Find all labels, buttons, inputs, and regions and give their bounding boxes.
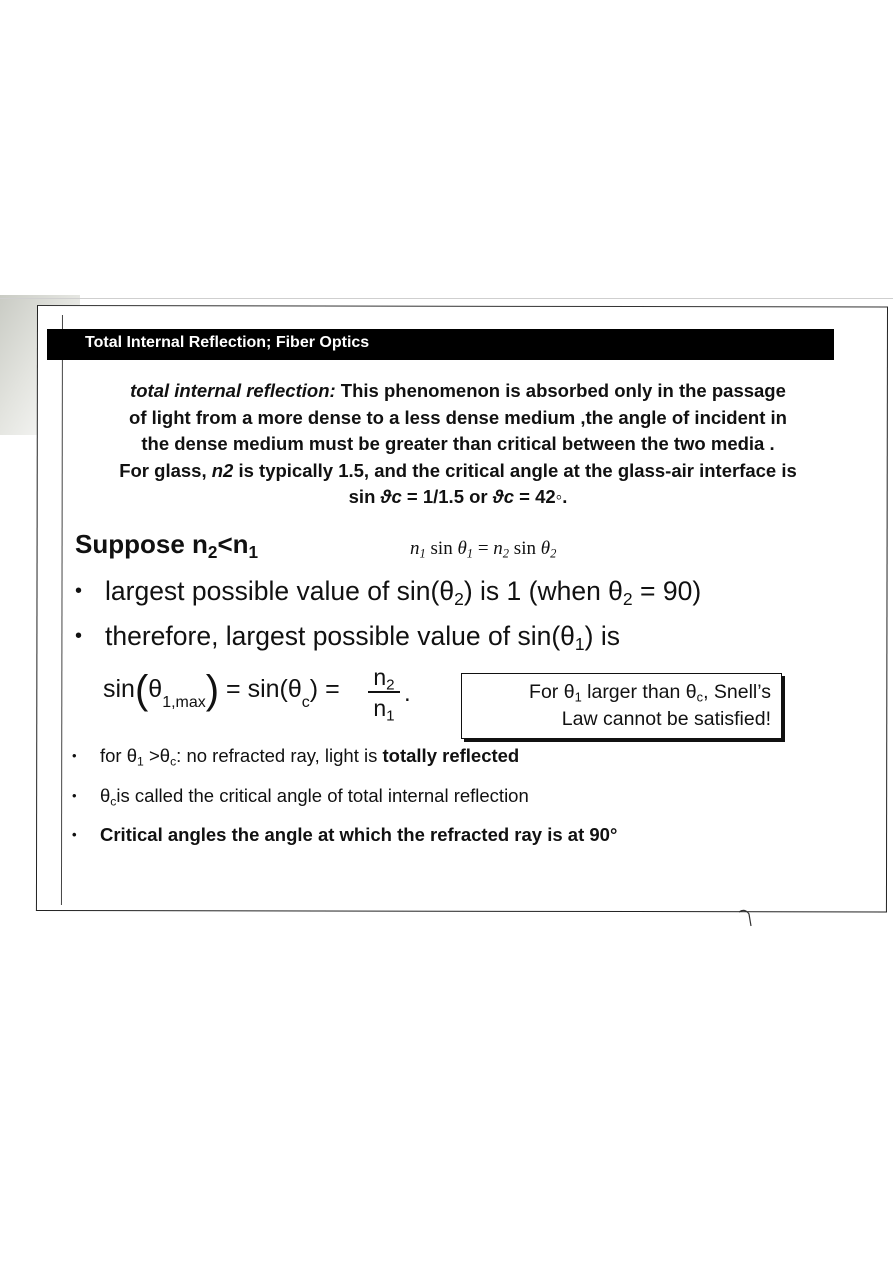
bullet-text: ) is (584, 621, 620, 651)
eq-period: . (404, 680, 411, 707)
bullet-sub: c (170, 754, 177, 769)
bullet-text: : no refracted ray, light is (176, 745, 383, 766)
eq-sub-max: 1,max (162, 694, 206, 711)
bullet-critical-angle-90 (72, 824, 617, 846)
bullet-text: largest possible value of sin(θ (105, 576, 455, 606)
snell-n1: n (410, 538, 420, 559)
snell-theta-1-sub: 1 (466, 546, 474, 561)
bullet-text: >θ (143, 745, 171, 766)
intro-line-5-b: = 1/1.5 or (401, 486, 493, 507)
eq-rparen: ) (205, 668, 220, 712)
snell-sin-1: sin (425, 538, 458, 559)
eq-den-n: n (373, 694, 387, 721)
eq-num-n: n (373, 664, 387, 690)
eq-theta: θ (148, 675, 163, 703)
intro-line-4-b: is typically 1.5, and the critical angle at the glass-air interface is (233, 459, 797, 481)
critical-angle-equation (103, 668, 340, 713)
suppose-lt: <n (217, 529, 249, 559)
snell-law-equation (410, 538, 556, 560)
snell-note-box (461, 673, 782, 739)
intro-line-2: of light from a more dense to a less dense medium ,the angle of incident in (129, 406, 787, 428)
slide-title: Total Internal Reflection; Fiber Optics (47, 329, 834, 360)
bullet-sub: c (110, 794, 117, 809)
snell-n2: n (493, 538, 503, 559)
bullet-strong-text: totally reflected (382, 745, 520, 766)
bullet-text: θ (100, 785, 111, 806)
eq-num-sub: 2 (386, 676, 395, 694)
paper-curl-mark (737, 908, 753, 930)
intro-line-3: the dense medium must be greater than critical between the two media . (141, 433, 775, 454)
snell-theta-2: θ (540, 538, 551, 559)
bullet-totally-reflected (72, 745, 519, 767)
intro-line-4 (88, 458, 828, 485)
eq-den-sub: 1 (386, 706, 395, 724)
note-text: For θ (529, 681, 575, 703)
intro-theta-c-2: ϑc (492, 486, 514, 507)
bullet-sub: 2 (454, 588, 464, 609)
eq-sin: sin (103, 675, 135, 703)
bullet-text: = 90) (632, 576, 702, 606)
eq-sub-c: c (301, 694, 310, 711)
bullet-text: Critical angles the angle at which the refracted ray is at 90° (100, 824, 618, 845)
intro-line-5-a: sin (348, 486, 381, 507)
snell-n1-sub: 1 (419, 546, 426, 561)
bullet-dot: • (72, 788, 77, 803)
eq-lparen: ( (134, 668, 149, 712)
snell-theta-1: θ (457, 538, 467, 559)
note-line-2: Law cannot be satisfied! (561, 708, 771, 730)
note-sub: 1 (574, 689, 582, 705)
suppose-heading (75, 529, 258, 560)
eq-fraction-bar (368, 691, 400, 693)
snell-sin-2: sin (509, 538, 541, 559)
bullet-sub: 1 (574, 633, 585, 654)
bullet-critical-angle-def (72, 785, 529, 807)
snell-theta-2-sub: 2 (550, 546, 557, 561)
suppose-sub-1: 1 (248, 541, 259, 562)
intro-term: total internal reflection: (130, 380, 336, 401)
snell-n2-sub: 2 (502, 546, 510, 561)
note-text: larger than θ (581, 681, 697, 703)
intro-line-5 (88, 484, 828, 511)
note-sub: c (696, 689, 704, 705)
suppose-sub-2: 2 (207, 541, 218, 562)
paper-edge (0, 298, 893, 299)
bullet-sub: 1 (137, 754, 144, 769)
intro-paragraph (88, 378, 828, 511)
bullet-largest-sin-theta2 (75, 576, 701, 607)
eq-mid-end: ) = (309, 675, 340, 703)
intro-theta-c-1: ϑc (380, 486, 402, 507)
eq-denominator (368, 694, 400, 722)
intro-line-1-text: This phenomenon is absorbed only in the passage (335, 380, 786, 401)
suppose-word: Suppose n (75, 529, 208, 559)
bullet-sub: 2 (622, 588, 633, 609)
bullet-text: for θ (100, 745, 138, 766)
note-line-1 (529, 681, 771, 704)
eq-mid: = sin(θ (219, 675, 302, 703)
bullet-text: is called the critical angle of total internal reflection (116, 785, 529, 806)
bullet-dot: • (75, 625, 83, 647)
bullet-dot: • (72, 827, 77, 842)
snell-equals: = (473, 538, 494, 559)
eq-fraction (368, 664, 400, 722)
intro-line-1 (88, 378, 828, 405)
eq-numerator (368, 664, 400, 694)
intro-n2: n2 (211, 459, 234, 481)
note-text: , Snell’s (703, 681, 771, 703)
bullet-text: therefore, largest possible value of sin(θ (105, 621, 575, 651)
bullet-text: ) is 1 (when θ (463, 576, 623, 606)
intro-line-5-c: = 42◦. (514, 486, 568, 507)
bullet-largest-sin-theta1 (75, 621, 620, 652)
intro-line-4-a: For glass, (119, 459, 212, 481)
bullet-dot: • (72, 748, 77, 763)
bullet-dot: • (75, 580, 83, 602)
